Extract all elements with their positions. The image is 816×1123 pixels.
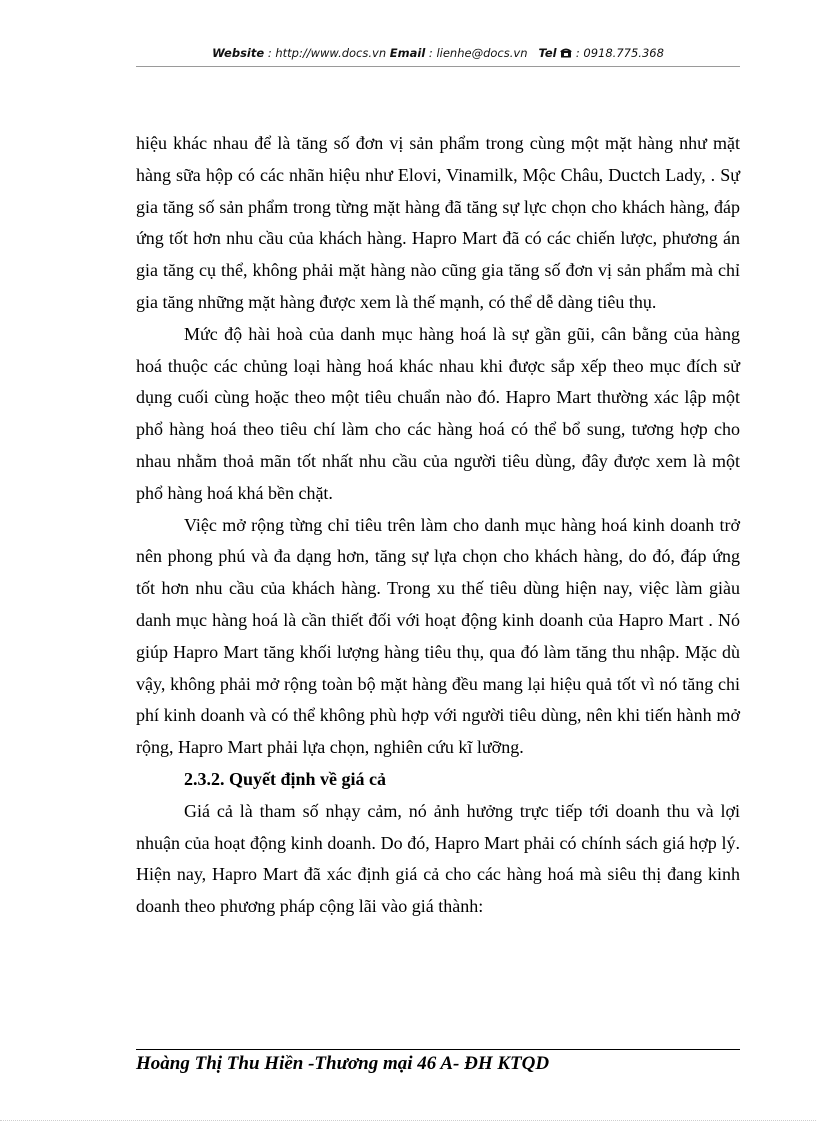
email-link[interactable]: lienhe@docs.vn <box>436 46 528 60</box>
phone-icon <box>560 47 572 58</box>
page-bottom-border <box>0 1120 816 1121</box>
page-header <box>136 46 740 60</box>
page-footer: Hoàng Thị Thu Hiền -Thương mại 46 A- ĐH KTQD <box>136 1053 550 1074</box>
website-separator: : <box>264 46 276 60</box>
tel-value: : 0918.775.368 <box>575 46 664 60</box>
paragraph-continuation: hiệu khác nhau để là tăng số đơn vị sản phẩm trong cùng một mặt hàng như mặt hàng sữa hộp có các nhãn hiệu như Elovi, Vinamilk, Mộc Châu, Ductch Lady, . Sự gia tăng số sản phẩm trong từng mặt hàng đã tăng sự lực chọn cho khách hàng, đáp ứng tốt hơn nhu cầu của khách hàng. Hapro Mart đã có các chiến lược, phương án gia tăng cụ thể, không phải mặt hàng nào cũng gia tăng số đơn vị sản phẩm mà chỉ gia tăng những mặt hàng được xem là thế mạnh, có thể dễ dàng tiêu thụ. <box>136 133 740 312</box>
paragraph-harmony: Mức độ hài hoà của danh mục hàng hoá là sự gần gũi, cân bằng của hàng hoá thuộc các chủng loại hàng hoá khác nhau khi được sắp xếp theo mục đích sử dụng cuối cùng hoặc theo một tiêu chuẩn nào đó. Hapro Mart thường xác lập một phổ hàng hoá theo tiêu chí làm cho các hàng hoá có thể bổ sung, tương hợp cho nhau nhằm thoả mãn tốt nhất nhu cầu của người tiêu dùng, đây được xem là một phổ hàng hoá khá bền chặt. <box>136 323 740 503</box>
email-separator: : <box>425 46 437 60</box>
paragraph-pricing: Giá cả là tham số nhạy cảm, nó ảnh hưởng trực tiếp tới doanh thu và lợi nhuận của hoạt động kinh doanh. Do đó, Hapro Mart phải có chính sách giá hợp lý. Hiện nay, Hapro Mart đã xác định giá cả cho các hàng hoá mà siêu thị đang kinh doanh theo phương pháp cộng lãi vào giá thành: <box>136 800 740 917</box>
header-divider <box>136 66 740 67</box>
section-heading: 2.3.2. Quyết định về giá cả <box>184 768 387 789</box>
website-link[interactable]: http://www.docs.vn <box>275 46 387 60</box>
document-body <box>136 128 740 923</box>
footer-divider <box>136 1049 740 1050</box>
website-label: Website <box>212 46 265 60</box>
tel-label: Tel <box>538 46 557 60</box>
email-label: Email <box>389 46 426 60</box>
paragraph-expansion: Việc mở rộng từng chỉ tiêu trên làm cho danh mục hàng hoá kinh doanh trở nên phong phú và đa dạng hơn, tăng sự lựa chọn cho khách hàng, do đó, đáp ứng tốt hơn nhu cầu của khách hàng. Trong xu thế tiêu dùng hiện nay, việc làm giàu danh mục hàng hoá là cần thiết đối với hoạt động kinh doanh của Hapro Mart . Nó giúp Hapro Mart tăng khối lượng hàng tiêu thụ, qua đó làm tăng thu nhập. Mặc dù vậy, không phải mở rộng toàn bộ mặt hàng đều mang lại hiệu quả tốt vì nó tăng chi phí kinh doanh và có thể không phù hợp với người tiêu dùng, nên khi tiến hành mở rộng, Hapro Mart phải lựa chọn, nghiên cứu kĩ lưỡng. <box>136 514 740 758</box>
